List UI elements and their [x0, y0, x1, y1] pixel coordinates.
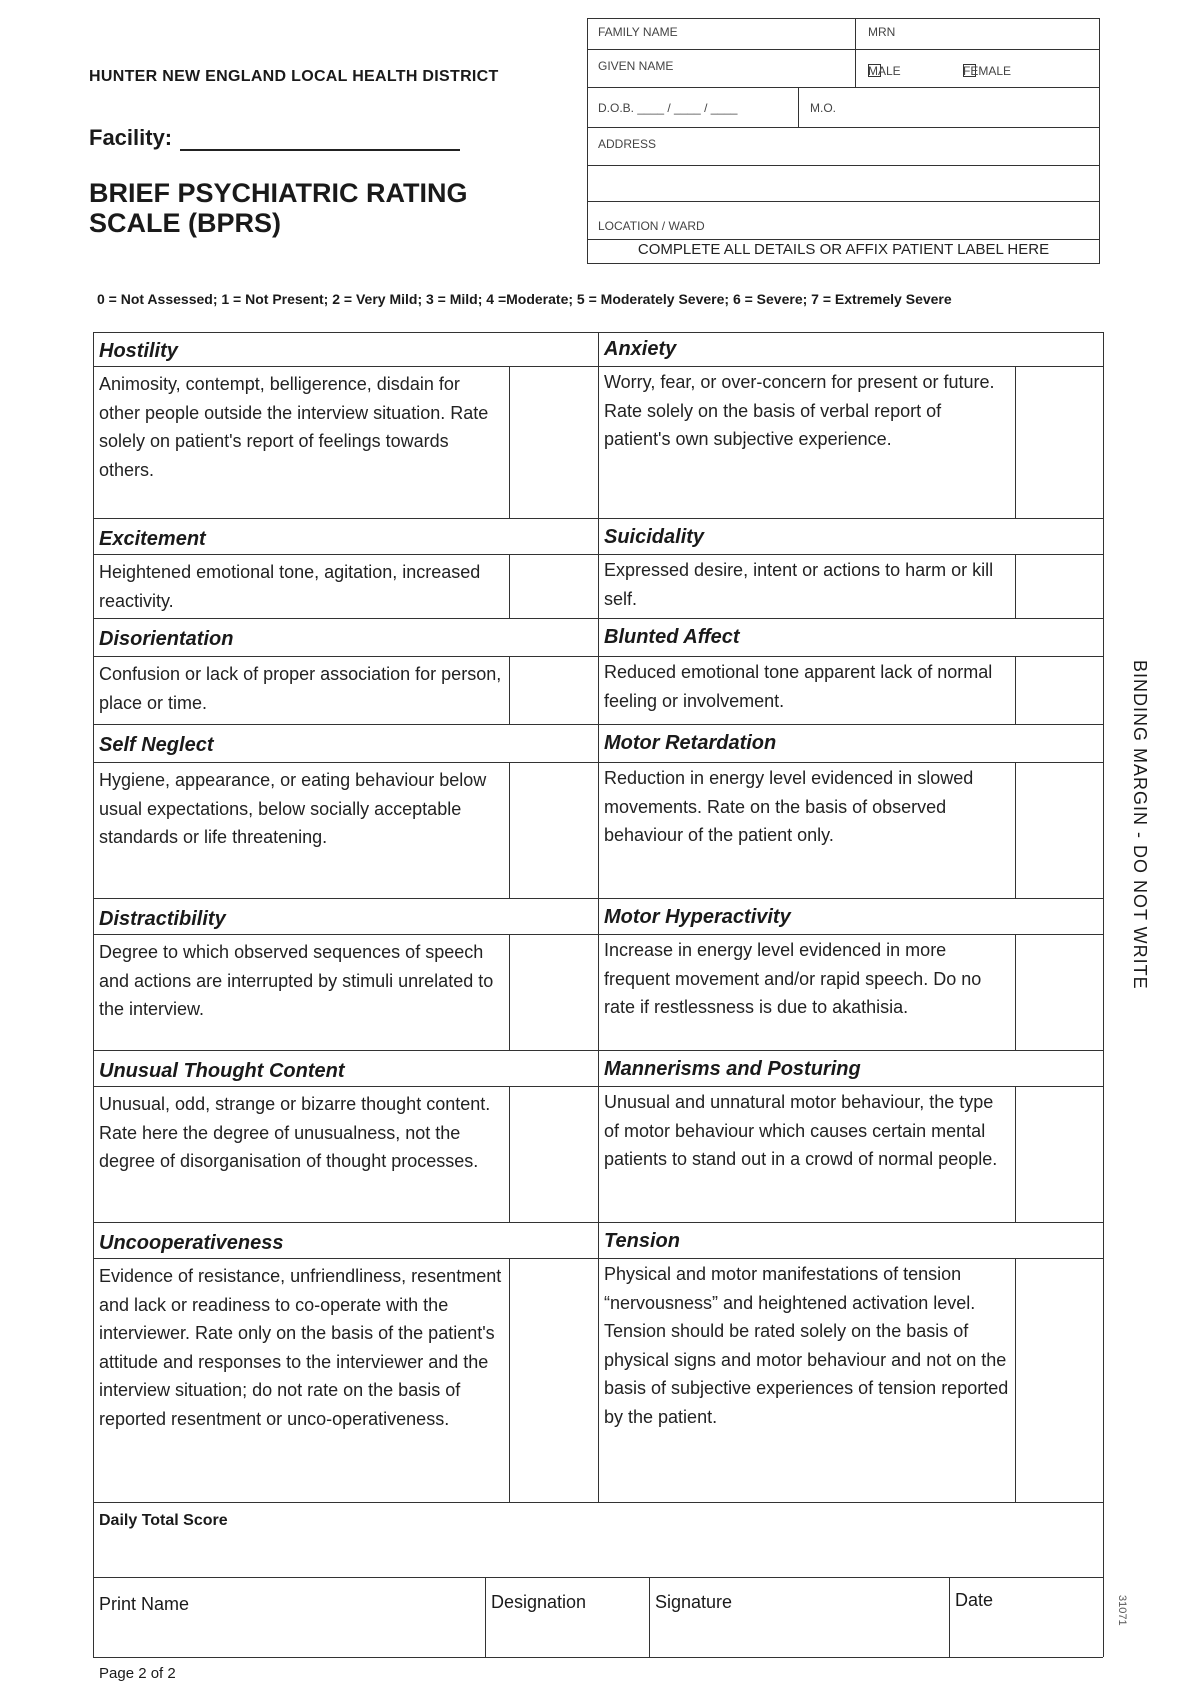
- form-code: 31071: [1116, 1595, 1128, 1626]
- form-title-line1: BRIEF PSYCHIATRIC RATING: [89, 178, 468, 208]
- item-title-blunted-affect: Blunted Affect: [604, 626, 740, 648]
- item-title-self-neglect: Self Neglect: [99, 734, 214, 756]
- rating-legend: 0 = Not Assessed; 1 = Not Present; 2 = Very Mild; 3 = Mild; 4 =Moderate; 5 = Moderately Severe; 6 = Severe; 7 = Extremely Severe: [97, 291, 952, 307]
- score-cell-motor-retardation[interactable]: [1015, 762, 1016, 898]
- row-given-name: GIVEN NAME MALE FEMALE: [588, 49, 1099, 88]
- item-desc-distractibility: Degree to which observed sequences of speech and actions are interrupted by stimuli unrelated to the interview.: [99, 942, 494, 1019]
- item-desc-unusual-thought-content: Unusual, odd, strange or bizarre thought content. Rate here the degree of unusualness, not the degree of disorganisation of thought processes.: [99, 1094, 491, 1171]
- item-desc-hostility: Animosity, contempt, belligerence, disdain for other people outside the interview situation. Rate solely on patient's report of feelings towards others.: [99, 374, 489, 480]
- item-desc-self-neglect: Hygiene, appearance, or eating behaviour below usual expectations, below socially acceptable standards or life threatening.: [99, 770, 487, 847]
- given-name-field[interactable]: GIVEN NAME: [598, 59, 674, 73]
- row-address-2[interactable]: [588, 165, 1099, 202]
- item-desc-motor-hyperactivity: Increase in energy level evidenced in more frequent movement and/or rapid speech. Do no rate if restlessness is due to akathisia.: [604, 940, 982, 1017]
- date-field[interactable]: Date: [955, 1590, 994, 1610]
- score-cell-suicidality[interactable]: [1015, 554, 1016, 618]
- item-title-anxiety: Anxiety: [604, 338, 677, 360]
- item-desc-mannerisms-posturing: Unusual and unnatural motor behaviour, the type of motor behaviour which causes certain mental patients to stand out in a crowd of normal people.: [604, 1092, 998, 1169]
- facility-input-line[interactable]: [180, 131, 460, 151]
- item-title-excitement: Excitement: [99, 528, 206, 550]
- family-name-field[interactable]: FAMILY NAME: [598, 25, 678, 39]
- form-title: [89, 178, 468, 238]
- item-desc-disorientation: Confusion or lack of proper association for person, place or time.: [99, 664, 502, 713]
- item-title-motor-retardation: Motor Retardation: [604, 732, 777, 754]
- item-desc-excitement: Heightened emotional tone, agitation, increased reactivity.: [99, 562, 481, 611]
- item-title-motor-hyperactivity: Motor Hyperactivity: [604, 906, 791, 928]
- score-cell-tension[interactable]: [1015, 1258, 1016, 1502]
- facility-label: Facility:: [89, 125, 173, 150]
- row-location: [588, 201, 1099, 240]
- item-title-unusual-thought-content: Unusual Thought Content: [99, 1060, 345, 1082]
- patient-label-instruction: COMPLETE ALL DETAILS OR AFFIX PATIENT LABEL HERE: [637, 241, 1050, 258]
- item-desc-suicidality: Expressed desire, intent or actions to harm or kill self.: [604, 560, 994, 609]
- daily-total-label: Daily Total Score: [99, 1512, 228, 1529]
- item-desc-tension: Physical and motor manifestations of tension “nervousness” and heightened activation level. Tension should be rated solely on the basis of physical signs and motor behaviour and not on the basis of subjective experiences of tension reported by the patient.: [604, 1264, 1009, 1427]
- item-title-distractibility: Distractibility: [99, 908, 226, 930]
- score-cell-distractibility[interactable]: [509, 934, 510, 1050]
- row-address: [588, 127, 1099, 166]
- form-title-line2: SCALE (BPRS): [89, 208, 282, 238]
- score-cell-blunted-affect[interactable]: [1015, 656, 1016, 724]
- item-desc-uncooperativeness: Evidence of resistance, unfriendliness, resentment and lack or readiness to co-operate with the interviewer. Rate only on the basis of the patient's attitude and responses to the interviewer and the interview situation; do not rate on the basis of reported resentment or unco-operativeness.: [99, 1266, 502, 1429]
- address-field[interactable]: ADDRESS: [598, 137, 657, 151]
- daily-total-input[interactable]: [93, 1532, 1103, 1577]
- patient-label-box: [587, 18, 1100, 264]
- score-cell-motor-hyperactivity[interactable]: [1015, 934, 1016, 1050]
- mo-field[interactable]: M.O.: [810, 101, 836, 115]
- print-name-field[interactable]: Print Name: [99, 1594, 190, 1614]
- item-desc-blunted-affect: Reduced emotional tone apparent lack of normal feeling or involvement.: [604, 662, 993, 711]
- mrn-field[interactable]: MRN: [868, 25, 896, 39]
- organisation-name: HUNTER NEW ENGLAND LOCAL HEALTH DISTRICT: [89, 68, 499, 85]
- score-cell-mannerisms-posturing[interactable]: [1015, 1086, 1016, 1222]
- score-cell-excitement[interactable]: [509, 554, 510, 618]
- item-title-mannerisms-posturing: Mannerisms and Posturing: [604, 1058, 861, 1080]
- item-title-suicidality: Suicidality: [604, 526, 705, 548]
- location-field[interactable]: LOCATION / WARD: [598, 219, 705, 233]
- row-family-name: [588, 19, 1099, 50]
- item-title-uncooperativeness: Uncooperativeness: [99, 1232, 284, 1254]
- signature-field[interactable]: Signature: [655, 1592, 733, 1612]
- item-title-disorientation: Disorientation: [99, 628, 234, 650]
- item-title-tension: Tension: [604, 1230, 680, 1252]
- score-cell-hostility[interactable]: [509, 366, 510, 518]
- score-cell-unusual-thought-content[interactable]: [509, 1086, 510, 1222]
- designation-field[interactable]: Designation: [491, 1592, 587, 1612]
- score-cell-uncooperativeness[interactable]: [509, 1258, 510, 1502]
- row-dob: [588, 87, 1099, 128]
- score-cell-disorientation[interactable]: [509, 656, 510, 724]
- dob-field[interactable]: D.O.B. ____ / ____ / ____: [598, 101, 738, 115]
- facility-field: [89, 125, 460, 151]
- item-desc-motor-retardation: Reduction in energy level evidenced in slowed movements. Rate on the basis of observed behaviour of the patient only.: [604, 768, 974, 845]
- binding-margin-note: BINDING MARGIN - DO NOT WRITE: [1130, 660, 1150, 990]
- page-number: Page 2 of 2: [99, 1665, 176, 1682]
- score-cell-anxiety[interactable]: [1015, 366, 1016, 518]
- score-cell-self-neglect[interactable]: [509, 762, 510, 898]
- item-desc-anxiety: Worry, fear, or over-concern for present or future. Rate solely on the basis of verbal report of patient's own subjective experience.: [604, 372, 995, 449]
- item-title-hostility: Hostility: [99, 340, 178, 362]
